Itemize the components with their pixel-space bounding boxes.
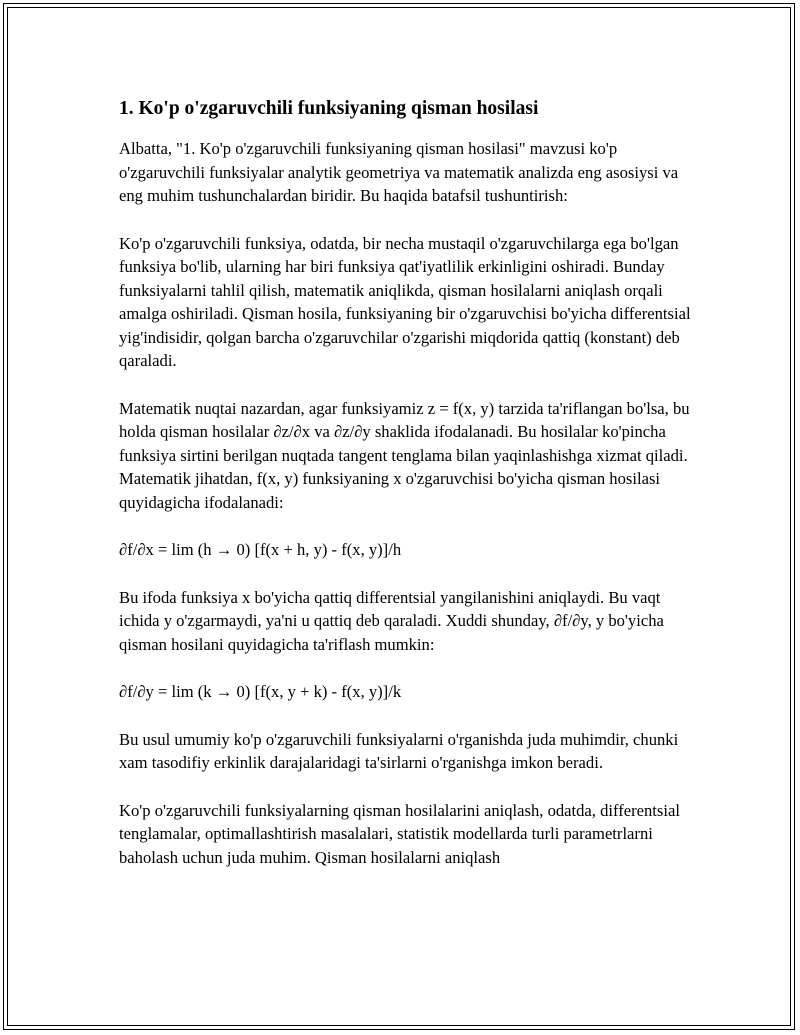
paragraph-definition: Ko'p o'zgaruvchili funksiya, odatda, bir necha mustaqil o'zgaruvchilarga ega bo'lgan funksiya bo'lib, ularning har biri funksiya qat'iyatlilik erkinligini oshiradi. Bunday funksiyalarni tahlil qilish, matematik aniqlikda, qisman hosilalarni aniqlash orqali amalga oshiriladi. Qisman hosila, funksiyaning bir o'zgaruvchisi bo'yicha differentsial yig'indisidir, qolgan barcha o'zgaruvchilar o'zgarishi miqdorida qattiq (konstant) deb qaraladi. xyxy=(119,233,691,370)
paragraph-usage: Bu usul umumiy ko'p o'zgaruvchili funksiyalarni o'rganishda juda muhimdir, chunki xam tasodifiy erkinlik darajalaridagi ta'sirlarni o'rganishga imkon beradi. xyxy=(119,729,679,772)
formula-partial-y: ∂f/∂y = lim (k → 0) [f(x, y + k) - f(x, y)]/k xyxy=(119,682,402,701)
formula-partial-x: ∂f/∂x = lim (h → 0) [f(x + h, y) - f(x, y)]/h xyxy=(119,540,402,559)
paragraph-explanation: Bu ifoda funksiya x bo'yicha qattiq differentsial yangilanishini aniqlaydi. Bu vaqt ichida y o'zgarmaydi, ya'ni u qattiq deb qaraladi. Xuddi shunday, ∂f/∂y, y bo'yicha qisman hosilani quyidagicha ta'riflash mumkin: xyxy=(119,587,664,654)
document-page xyxy=(3,3,795,1030)
paragraph-applications: Ko'p o'zgaruvchili funksiyalarning qisman hosilalarini aniqlash, odatda, differentsial tenglamalar, optimallashtirish masalalari, statistik modellarda turli parametrlarni baholash uchun juda muhim. Qisman hosilalarni aniqlash xyxy=(119,800,680,867)
paragraph-math-view: Matematik nuqtai nazardan, agar funksiyamiz z = f(x, y) tarzida ta'riflangan bo'lsa, bu holda qisman hosilalar ∂z/∂x va ∂z/∂y shaklida ifodalanadi. Bu hosilalar ko'pincha funksiya sirtini berilgan nuqtada tangent tenglama bilan yaqinlashishga xizmat qiladi. Matematik jihatdan, f(x, y) funksiyaning x o'zgaruvchisi bo'yicha qisman hosilasi quyidagicha ifodalanadi: xyxy=(119,398,690,512)
section-heading: 1. Ko'p o'zgaruvchili funksiyaning qisman hosilasi xyxy=(119,98,539,119)
document-body xyxy=(119,95,699,893)
paragraph-intro: Albatta, "1. Ko'p o'zgaruvchili funksiyaning qisman hosilasi" mavzusi ko'p o'zgaruvchili funksiyalar analytik geometriya va matematik analizda eng asosiysi va eng muhim tushunchalardan biridir. Bu haqida batafsil tushuntirish: xyxy=(119,139,679,205)
